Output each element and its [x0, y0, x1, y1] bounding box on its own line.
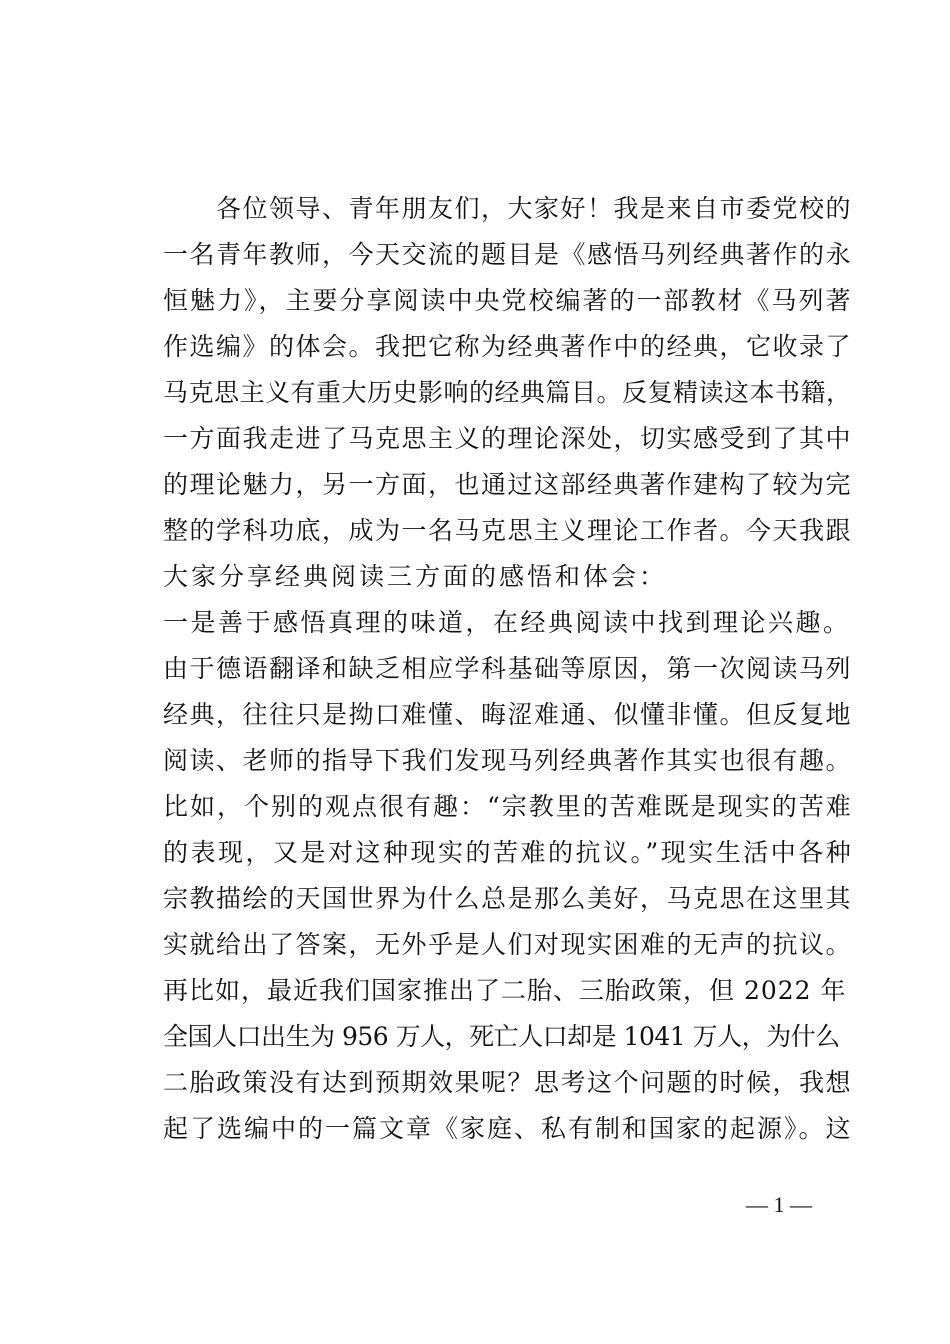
text-line: 的理论魅力，另一方面，也通过这部经典著作建构了较为完: [163, 470, 853, 499]
text-line: 由于德语翻译和缺乏相应学科基础等原因，第一次阅读马列: [163, 654, 853, 683]
text-line: 一名青年教师，今天交流的题目是《感悟马列经典著作的永: [163, 240, 853, 269]
text-line: 再比如，最近我们国家推出了二胎、三胎政策，但 2022 年: [163, 976, 847, 1005]
page-number: — 1 —: [746, 1192, 812, 1217]
text-line: 一方面我走进了马克思主义的理论深处，切实感受到了其中: [163, 424, 853, 453]
text-line: 大家分享经典阅读三方面的感悟和体会：: [163, 562, 668, 591]
text-line: 二胎政策没有达到预期效果呢？思考这个问题的时候，我想: [163, 1068, 853, 1097]
text-line: 整的学科功底，成为一名马克思主义理论工作者。今天我跟: [163, 516, 853, 545]
text-line: 全国人口出生为 956 万人，死亡人口却是 1041 万人，为什么: [163, 1022, 840, 1051]
text-line: 的表现，又是对这种现实的苦难的抗议。”现实生活中各种: [163, 838, 854, 867]
text-line: 一是善于感悟真理的味道，在经典阅读中找到理论兴趣。: [163, 608, 851, 637]
text-line: 阅读、老师的指导下我们发现马列经典著作其实也很有趣。: [163, 746, 853, 775]
text-line: 恒魅力》，主要分享阅读中央党校编著的一部教材《马列著: [163, 286, 853, 315]
body-text: [163, 186, 854, 1152]
text-line: 实就给出了答案，无外乎是人们对现实困难的无声的抗议。: [163, 930, 853, 959]
text-line: 作选编》的体会。我把它称为经典著作中的经典，它收录了: [163, 332, 853, 361]
text-line: 宗教描绘的天国世界为什么总是那么美好，马克思在这里其: [163, 884, 853, 913]
text-line: 经典，往往只是拗口难懂、晦涩难通、似懂非懂。但反复地: [163, 700, 853, 729]
text-line: 比如，个别的观点很有趣：“宗教里的苦难既是现实的苦难: [163, 792, 853, 821]
text-line: 马克思主义有重大历史影响的经典篇目。反复精读这本书籍，: [163, 378, 852, 407]
text-line: 各位领导、青年朋友们，大家好！我是来自市委党校的: [163, 194, 853, 223]
text-line: 起了选编中的一篇文章《家庭、私有制和国家的起源》。这: [163, 1114, 853, 1143]
